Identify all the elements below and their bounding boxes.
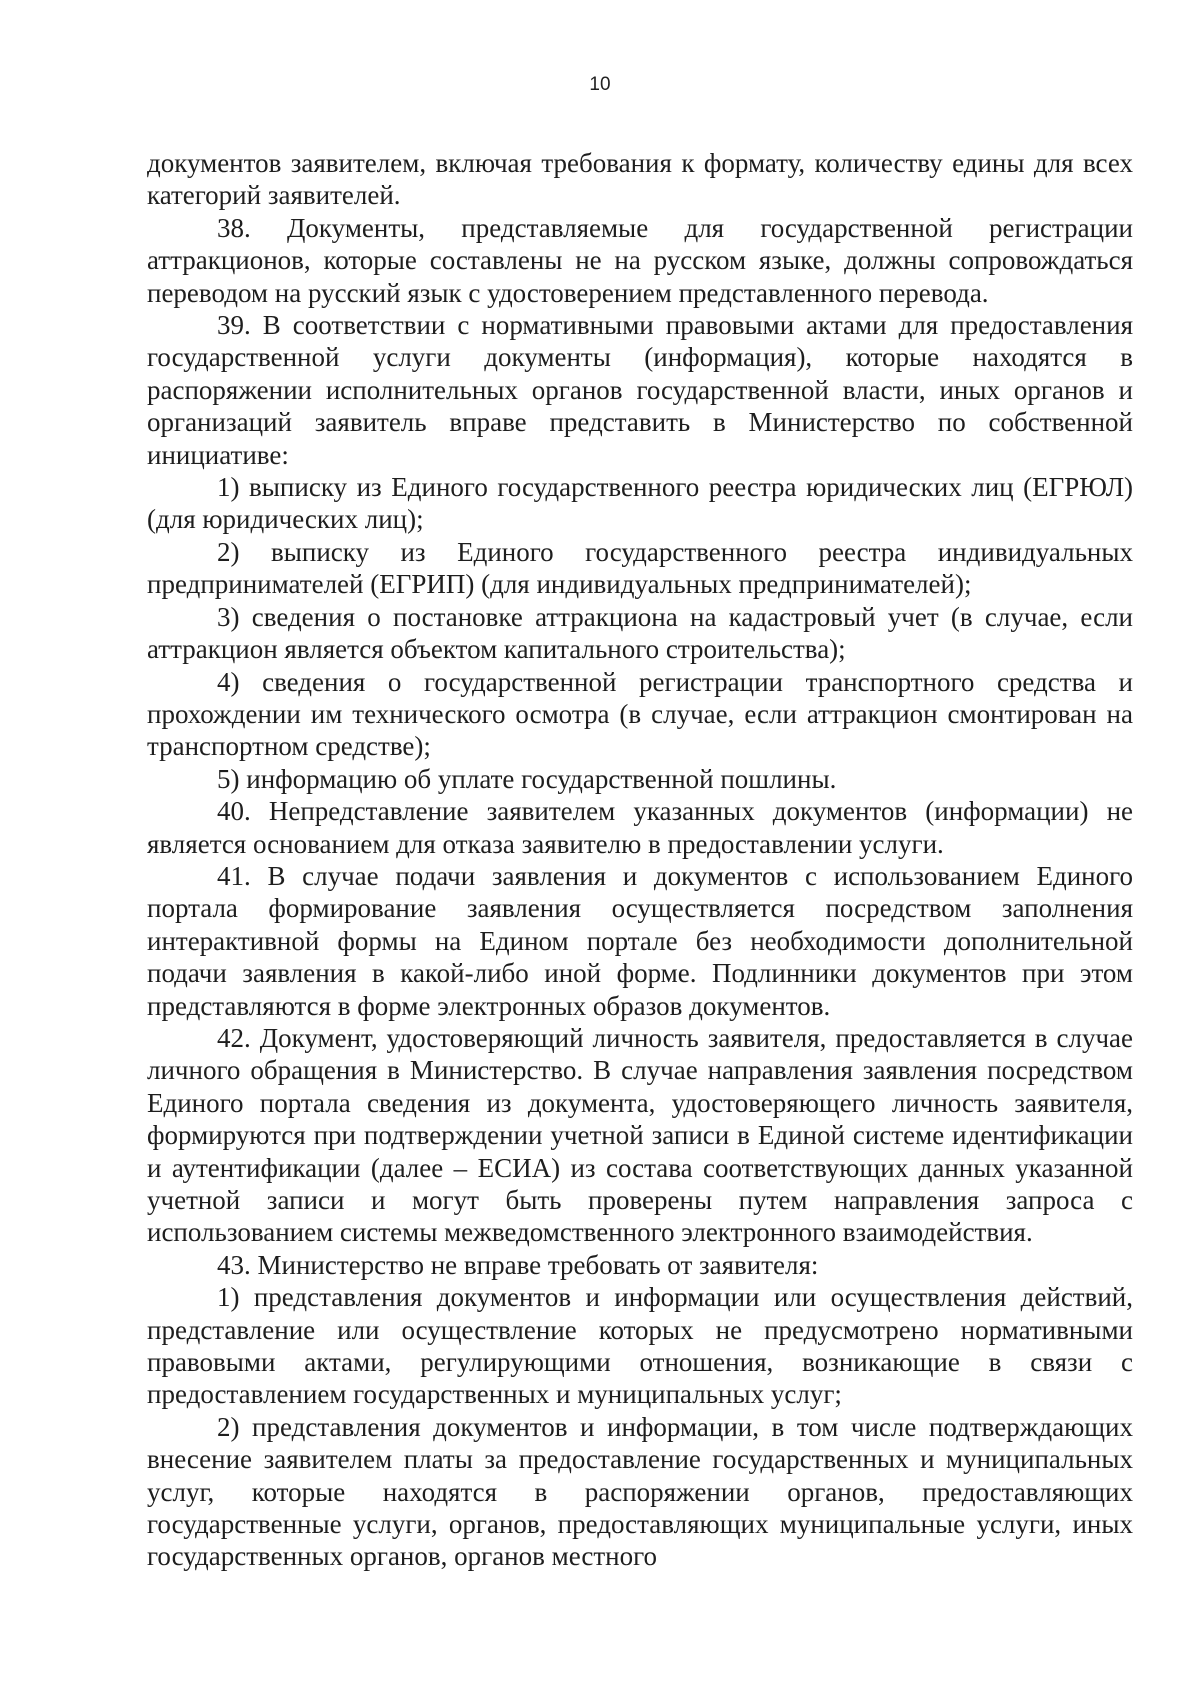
list-item-39-1: 1) выписку из Единого государственного реестра юридических лиц (ЕГРЮЛ) (для юридических лиц); — [147, 472, 1133, 535]
list-item-43-1: 1) представления документов и информации или осуществления действий, представление или осуществление которых не предусмотрено нормативными правовыми актами, регулирующими отношения, возникающие в связи с предоставлением государственных и муниципальных услуг; — [147, 1282, 1133, 1410]
list-item-39-3: 3) сведения о постановке аттракциона на кадастровый учет (в случае, если аттракцион является объектом капитального строительства); — [147, 601, 1133, 665]
paragraph-43: 43. Министерство не вправе требовать от заявителя: — [217, 1249, 819, 1280]
page-number: 10 — [589, 74, 611, 95]
list-item-39-4: 4) сведения о государственной регистрации транспортного средства и прохождении им технического осмотра (в случае, если аттракцион смонтирован на транспортном средстве); — [147, 666, 1133, 762]
paragraph-42: 42. Документ, удостоверяющий личность заявителя, предоставляется в случае личного обращения в Министерство. В случае направления заявления посредством Единого портала сведения из документа, удостоверяющего личность заявителя, формируются при подтверждении учетной записи в Единой системе идентификации и аутентификации (далее – ЕСИА) из состава соответствующих данных указанной учетной записи и могут быть проверены путем направления запроса с использованием системы межведомственного электронного взаимодействия. — [147, 1022, 1133, 1248]
paragraph-continuation: документов заявителем, включая требования к формату, количеству едины для всех категорий заявителей. — [147, 148, 1133, 211]
list-item-43-2: 2) представления документов и информации, в том числе подтверждающих внесение заявителем платы за предоставление государственных и муниципальных услуг, которые находятся в распоряжении органов, предоставляющих государственные услуги, органов, предоставляющих муниципальные услуги, иных государственных органов, органов местного — [147, 1411, 1133, 1572]
list-item-39-5: 5) информацию об уплате государственной пошлины. — [217, 763, 837, 794]
paragraph-41: 41. В случае подачи заявления и документов с использованием Единого портала формирование заявления осуществляется посредством заполнения интерактивной формы на Едином портале без необходимости дополнительной подачи заявления в какой-либо иной форме. Подлинники документов при этом представляются в форме электронных образов документов. — [147, 860, 1133, 1021]
paragraph-40: 40. Непредставление заявителем указанных документов (информации) не является основанием для отказа заявителю в предоставлении услуги. — [147, 796, 1133, 859]
list-item-39-2: 2) выписку из Единого государственного реестра индивидуальных предпринимателей (ЕГРИП) (для индивидуальных предпринимателей); — [147, 536, 1133, 600]
paragraph-39: 39. В соответствии с нормативными правовыми актами для предоставления государственной услуги документы (информация), которые находятся в распоряжении исполнительных органов государственной власти, иных органов и организаций заявитель вправе представить в Министерство по собственной инициативе: — [147, 310, 1133, 470]
paragraph-38: 38. Документы, представляемые для государственной регистрации аттракционов, которые составлены не на русском языке, должны сопровождаться переводом на русский язык с удостоверением представленного перевода. — [147, 212, 1133, 308]
document-body — [147, 147, 1133, 1573]
